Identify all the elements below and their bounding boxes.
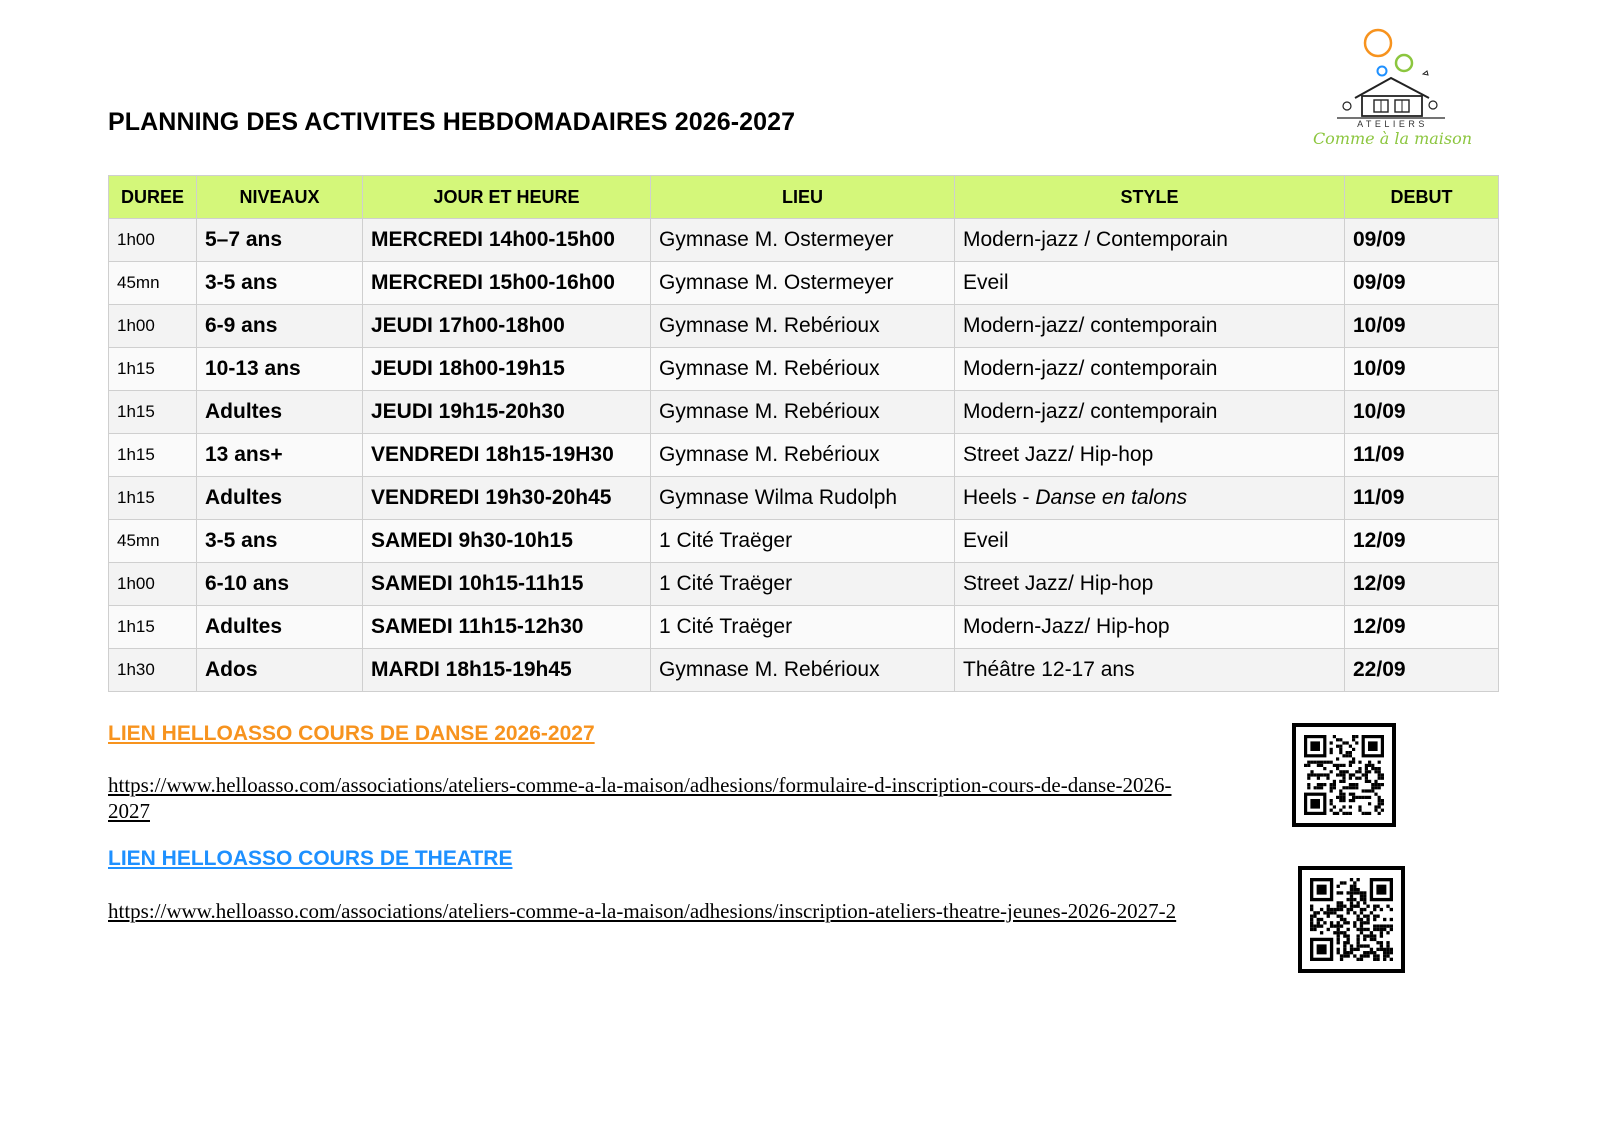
table-row [109, 434, 1499, 477]
cell-debut: 09/09 [1345, 219, 1499, 262]
cell-jour-heure: SAMEDI 9h30-10h15 [363, 520, 651, 563]
cell-jour-heure: SAMEDI 11h15-12h30 [363, 606, 651, 649]
cell-duree: 1h15 [109, 477, 197, 520]
schedule-body [109, 219, 1499, 692]
page-title: PLANNING DES ACTIVITES HEBDOMADAIRES 2026-2027 [108, 108, 796, 136]
qr-code-danse [1292, 723, 1396, 827]
table-row [109, 391, 1499, 434]
style-text: Modern-Jazz/ Hip-hop [963, 615, 1170, 638]
table-header-row [109, 176, 1499, 219]
cell-style [955, 606, 1345, 649]
cell-debut: 09/09 [1345, 262, 1499, 305]
cell-lieu: Gymnase Wilma Rudolph [651, 477, 955, 520]
cell-debut: 22/09 [1345, 649, 1499, 692]
house-logo-icon [1305, 26, 1480, 126]
cell-debut: 11/09 [1345, 434, 1499, 477]
column-header-jour: JOUR ET HEURE [363, 176, 651, 219]
cell-style [955, 305, 1345, 348]
cell-jour-heure: MARDI 18h15-19h45 [363, 649, 651, 692]
cell-style [955, 434, 1345, 477]
column-header-style: STYLE [955, 176, 1345, 219]
column-header-niveaux: NIVEAUX [197, 176, 363, 219]
table-row [109, 563, 1499, 606]
cell-lieu: Gymnase M. Ostermeyer [651, 219, 955, 262]
cell-lieu: Gymnase M. Rebérioux [651, 391, 955, 434]
cell-lieu: 1 Cité Traëger [651, 520, 955, 563]
cell-duree: 1h15 [109, 348, 197, 391]
table-row [109, 649, 1499, 692]
table-row [109, 219, 1499, 262]
cell-niveaux: 6-10 ans [197, 563, 363, 606]
url-danse[interactable]: https://www.helloasso.com/associations/ateliers-comme-a-la-maison/adhesions/formulaire-d-inscription-cours-de-danse-2026-2027 [108, 773, 1172, 823]
cell-debut: 12/09 [1345, 606, 1499, 649]
cell-lieu: 1 Cité Traëger [651, 606, 955, 649]
cell-style [955, 348, 1345, 391]
qr-code-theatre [1298, 866, 1405, 973]
cell-jour-heure: MERCREDI 14h00-15h00 [363, 219, 651, 262]
cell-debut: 11/09 [1345, 477, 1499, 520]
cell-lieu: Gymnase M. Rebérioux [651, 649, 955, 692]
cell-lieu: Gymnase M. Rebérioux [651, 434, 955, 477]
cell-style [955, 649, 1345, 692]
table-row [109, 348, 1499, 391]
cell-jour-heure: SAMEDI 10h15-11h15 [363, 563, 651, 606]
cell-niveaux: Adultes [197, 606, 363, 649]
cell-debut: 12/09 [1345, 520, 1499, 563]
style-text: Modern-jazz / Contemporain [963, 228, 1228, 251]
cell-duree: 1h15 [109, 391, 197, 434]
schedule-table [108, 175, 1499, 692]
table-row [109, 520, 1499, 563]
style-text: Street Jazz/ Hip-hop [963, 572, 1154, 595]
style-text: Street Jazz/ Hip-hop [963, 443, 1154, 466]
cell-jour-heure: VENDREDI 18h15-19H30 [363, 434, 651, 477]
cell-duree: 1h30 [109, 649, 197, 692]
url-theatre[interactable]: https://www.helloasso.com/associations/ateliers-comme-a-la-maison/adhesions/inscription-ateliers-theatre-jeunes-2026-2027-2 [108, 899, 1177, 923]
cell-debut: 10/09 [1345, 348, 1499, 391]
style-text: Heels - [963, 486, 1036, 509]
cell-duree: 1h00 [109, 305, 197, 348]
cell-debut: 10/09 [1345, 305, 1499, 348]
cell-style [955, 219, 1345, 262]
column-header-lieu: LIEU [651, 176, 955, 219]
cell-debut: 12/09 [1345, 563, 1499, 606]
logo-script-text: Comme à la maison [1312, 129, 1473, 148]
cell-jour-heure: JEUDI 18h00-19h15 [363, 348, 651, 391]
cell-jour-heure: VENDREDI 19h30-20h45 [363, 477, 651, 520]
cell-debut: 10/09 [1345, 391, 1499, 434]
cell-lieu: Gymnase M. Rebérioux [651, 305, 955, 348]
cell-duree: 1h00 [109, 563, 197, 606]
cell-duree: 45mn [109, 520, 197, 563]
cell-niveaux: 3-5 ans [197, 520, 363, 563]
cell-style [955, 563, 1345, 606]
cell-niveaux: 3-5 ans [197, 262, 363, 305]
link-title-danse[interactable]: LIEN HELLOASSO COURS DE DANSE 2026-2027 [108, 722, 595, 745]
cell-niveaux: Ados [197, 649, 363, 692]
cell-style [955, 391, 1345, 434]
cell-style [955, 520, 1345, 563]
table-row [109, 606, 1499, 649]
column-header-debut: DEBUT [1345, 176, 1499, 219]
cell-lieu: Gymnase M. Ostermeyer [651, 262, 955, 305]
cell-duree: 1h00 [109, 219, 197, 262]
column-header-duree: DUREE [109, 176, 197, 219]
cell-style [955, 477, 1345, 520]
style-text-italic: Danse en talons [1035, 486, 1188, 509]
cell-niveaux: Adultes [197, 477, 363, 520]
cell-jour-heure: MERCREDI 15h00-16h00 [363, 262, 651, 305]
cell-duree: 45mn [109, 262, 197, 305]
cell-lieu: Gymnase M. Rebérioux [651, 348, 955, 391]
cell-duree: 1h15 [109, 434, 197, 477]
style-text: Eveil [963, 529, 1009, 552]
cell-duree: 1h15 [109, 606, 197, 649]
ateliers-logo [1305, 26, 1480, 156]
style-text: Théâtre 12-17 ans [963, 658, 1135, 681]
cell-lieu: 1 Cité Traëger [651, 563, 955, 606]
cell-jour-heure: JEUDI 17h00-18h00 [363, 305, 651, 348]
cell-niveaux: Adultes [197, 391, 363, 434]
table-row [109, 262, 1499, 305]
cell-niveaux: 10-13 ans [197, 348, 363, 391]
cell-niveaux: 6-9 ans [197, 305, 363, 348]
style-text: Modern-jazz/ contemporain [963, 400, 1218, 423]
cell-niveaux: 5–7 ans [197, 219, 363, 262]
table-row [109, 305, 1499, 348]
style-text: Eveil [963, 271, 1009, 294]
logo-small-text: ATELIERS [1357, 119, 1428, 129]
style-text: Modern-jazz/ contemporain [963, 357, 1218, 380]
cell-style [955, 262, 1345, 305]
table-row [109, 477, 1499, 520]
cell-jour-heure: JEUDI 19h15-20h30 [363, 391, 651, 434]
style-text: Modern-jazz/ contemporain [963, 314, 1218, 337]
cell-niveaux: 13 ans+ [197, 434, 363, 477]
link-title-theatre[interactable]: LIEN HELLOASSO COURS DE THEATRE [108, 847, 513, 870]
